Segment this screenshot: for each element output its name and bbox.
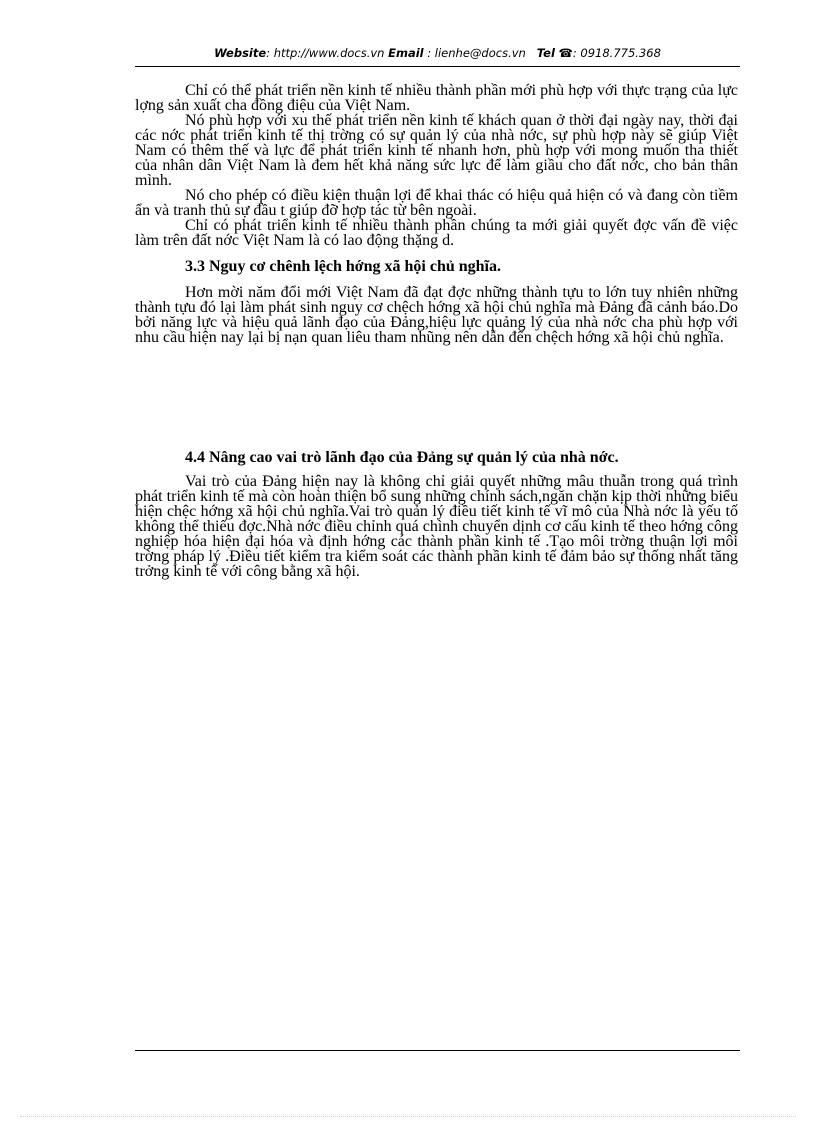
page-edge-dots [20, 1116, 796, 1117]
tel-value: : 0918.775.368 [572, 46, 661, 60]
paragraph: Nó cho phép có điều kiện thuận lợi để khai thác có hiệu quả hiện có và đang còn tiềm ẩn và tranh thủ sự đầu t giúp đỡ hợp tác từ bên ngoài. [135, 187, 738, 219]
section-heading-3-3: 3.3 Nguy cơ chênh lệch hớng xã hội chủ nghĩa. [185, 258, 501, 275]
paragraph: Chỉ có phát triển kinh tế nhiều thành phần chúng ta mới giải quyết đợc vấn đề việc làm trên đất nớc Việt Nam là có lao động thặng d. [135, 217, 738, 249]
website-value: : http://www.docs.vn [266, 46, 385, 60]
email-value: : lienhe@docs.vn [423, 46, 526, 60]
page-content [135, 83, 738, 579]
page-header [135, 46, 740, 60]
paragraph: Hơn mời năm đổi mới Việt Nam đã đạt đợc những thành tựu to lớn tuy nhiên những thành tựu đó lại làm phát sinh nguy cơ chệch hớng xã hội chủ nghĩa mà Đảng đã cảnh báo.Do bởi năng lực và hiệu quả lãnh đạo của Đảng,hiệu lực quảng lý của nhà nớc cha phù hợp với nhu cầu hiện nay lại bị nạn quan liêu tham nhũng nên dẫn đến chệch hớng xã hội chủ nghĩa. [135, 284, 738, 346]
email-label: Email [388, 46, 424, 60]
footer-rule [135, 1050, 740, 1051]
paragraph: Chỉ có thể phát triển nền kinh tế nhiều thành phần mới phù hợp với thực trạng của lực lợng sản xuất cha đồng điệu của Việt Nam. [135, 82, 738, 114]
section-intro [135, 83, 738, 248]
header-rule [135, 66, 740, 67]
tel-label: Tel [536, 46, 555, 60]
section-heading-4-4: 4.4 Nâng cao vai trò lãnh đạo của Đảng sự quản lý của nhà nớc. [185, 449, 619, 466]
paragraph: Nó phù hợp với xu thế phát triển nền kinh tế khách quan ở thời đại ngày nay, thời đại các nớc phát triển kinh tế thị trờng có sự quản lý của nhà nớc, sự phù hợp này sẽ giúp Việt Nam có thêm thế và lực để phát triển kinh tế nhanh hơn, phù hợp với mong muốn tha thiết của nhân dân Việt Nam là đem hết khả năng sức lực để làm giầu cho đất nớc, cho bản thân mình. [135, 112, 738, 189]
telephone-icon: ☎ [558, 46, 573, 60]
paragraph: Vai trò của Đảng hiện nay là không chỉ giải quyết những mâu thuẫn trong quá trình phát triển kinh tế mà còn hoàn thiện bổ sung những chính sách,ngăn chặn kịp thời những biểu hiện chệc hớng xã hội chủ nghĩa.Vai trò quản lý điều tiết kinh tế vĩ mô của Nhà nớc là yếu tố không thể thiếu đợc.Nhà nớc điều chỉnh quá chình chuyển dịnh cơ cấu kinh tế theo hớng công nghiệp hóa hiện đại hóa và định hớng các thành phần kinh tế .Tạo môi trờng thuận lợi môi trờng pháp lý .Điều tiết kiểm tra kiểm soát các thành phần kinh tế đảm bảo sự thống nhất tăng trởng kinh tế với công bằng xã hội. [135, 473, 738, 580]
website-label: Website [214, 46, 267, 60]
